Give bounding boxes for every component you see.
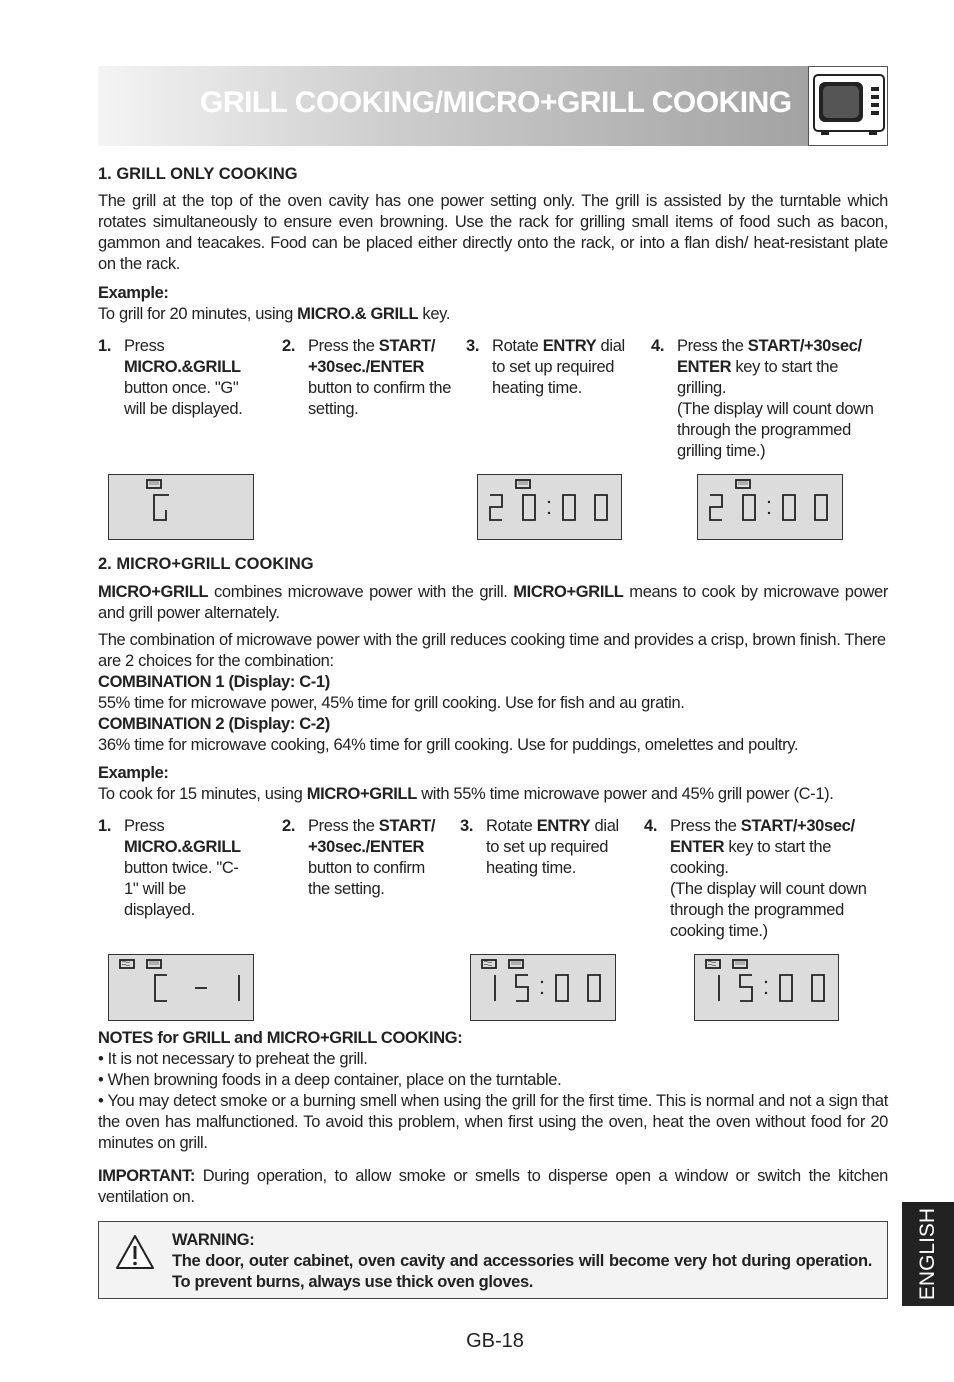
warning-triangle-icon	[115, 1234, 155, 1275]
combination-1-label: COMBINATION 1 (Display: C-1)	[98, 673, 330, 691]
warning-label: WARNING:	[172, 1231, 255, 1249]
important-note: IMPORTANT: During operation, to allow smoke or smells to disperse open a window or switch the kitchen ventilation on.	[98, 1167, 888, 1206]
microwave-oven-icon	[808, 66, 888, 146]
lcd-display-20-00	[477, 474, 622, 540]
lcd-display-20-00-countdown	[697, 474, 843, 540]
warning-box	[98, 1221, 888, 1299]
note-item-1: • It is not necessary to preheat the grill.	[98, 1050, 368, 1068]
lcd-display-g	[108, 474, 254, 540]
example-label: Example:	[98, 284, 169, 302]
lcd-display-15-00-countdown	[694, 954, 839, 1021]
section-micro-grill-heading: 2. MICRO+GRILL COOKING	[98, 555, 314, 573]
lcd-display-c-1	[108, 954, 254, 1021]
notes-heading: NOTES for GRILL and MICRO+GRILL COOKING:	[98, 1029, 463, 1047]
language-tab	[902, 1202, 954, 1306]
combination-description: The combination of microwave power with the grill reduces cooking time and provides a crisp, brown finish. There are 2 choices for the combination:	[98, 631, 886, 670]
grill-example-text: To grill for 20 minutes, using MICRO.& GRILL key.	[98, 305, 451, 323]
example-label-2: Example:	[98, 764, 169, 782]
note-item-3: • You may detect smoke or a burning smell when using the grill for the first time. This is normal and not a sign that the oven has malfunctioned. To avoid this problem, when first using the oven, heat the oven without food for 20 minutes on grill.	[98, 1092, 888, 1152]
combination-1-text: 55% time for microwave power, 45% time for grill cooking. Use for fish and au gratin.	[98, 694, 685, 712]
warning-text: The door, outer cabinet, oven cavity and accessories will become very hot during operation. To prevent burns, always use thick oven gloves.	[172, 1252, 872, 1291]
micro-grill-intro: MICRO+GRILL combines microwave power with the grill. MICRO+GRILL means to cook by microwave power and grill power alternately.	[98, 583, 888, 622]
language-tab-label: ENGLISH	[916, 1207, 939, 1301]
combination-2-text: 36% time for microwave cooking, 64% time for grill cooking. Use for puddings, omelettes and poultry.	[98, 736, 799, 754]
page-number: GB-18	[466, 1330, 524, 1352]
combination-2-label: COMBINATION 2 (Display: C-2)	[98, 715, 330, 733]
grill-only-description: The grill at the top of the oven cavity has one power setting only. The grill is assisted by the turntable which rotates simultaneously to ensure even browning. Use the rack for grilling small items of food such as bacon, gammon and teacakes. Food can be placed either directly onto the rack, or into a flan dish/ heat-resistant plate on the rack.	[98, 192, 888, 273]
page-title: GRILL COOKING/MICRO+GRILL COOKING	[200, 86, 792, 119]
micro-grill-example-text: To cook for 15 minutes, using MICRO+GRILL with 55% time microwave power and 45% grill power (C-1).	[98, 785, 834, 803]
lcd-display-15-00	[470, 954, 616, 1021]
note-item-2: • When browning foods in a deep container, place on the turntable.	[98, 1071, 562, 1089]
section-grill-only-heading: 1. GRILL ONLY COOKING	[98, 165, 298, 183]
